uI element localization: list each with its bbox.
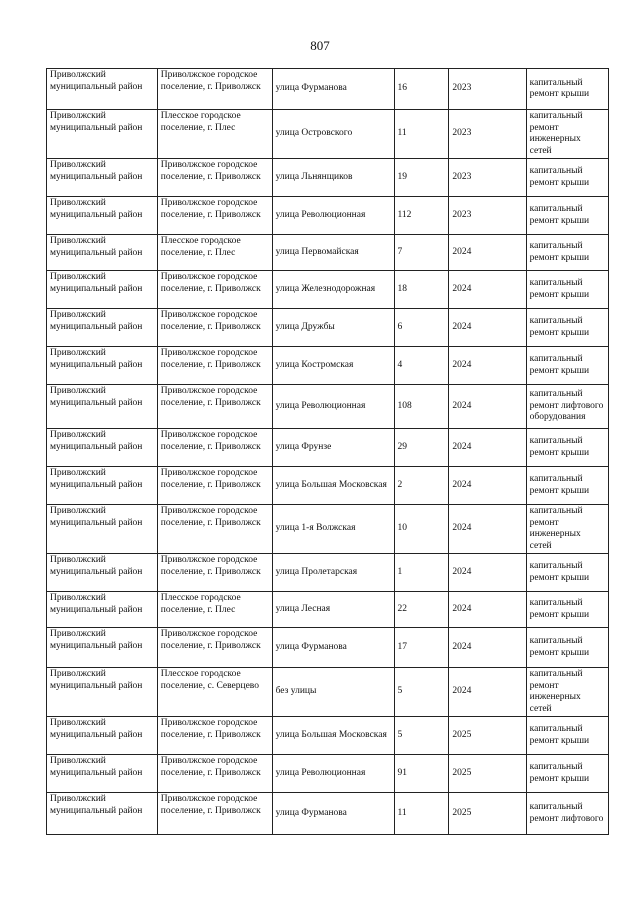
settlement-cell: Приволжское городское поселение, г. Приволжск <box>157 793 272 835</box>
street-cell: улица Фурманова <box>272 793 394 835</box>
table-row <box>47 385 609 429</box>
work-type-cell: капитальный ремонт крыши <box>526 159 608 197</box>
work-type-cell: капитальный ремонт крыши <box>526 467 608 505</box>
district-cell: Приволжский муниципальный район <box>47 592 158 628</box>
street-cell: улица Льнянщиков <box>272 159 394 197</box>
district-cell: Приволжский муниципальный район <box>47 554 158 592</box>
year-cell: 2024 <box>449 592 526 628</box>
work-type-cell: капитальный ремонт инженерных сетей <box>526 110 608 159</box>
work-type-cell: капитальный ремонт крыши <box>526 592 608 628</box>
district-cell: Приволжский муниципальный район <box>47 69 158 110</box>
street-cell: улица Фурманова <box>272 628 394 668</box>
district-cell: Приволжский муниципальный район <box>47 309 158 347</box>
settlement-cell: Приволжское городское поселение, г. Приволжск <box>157 628 272 668</box>
district-cell: Приволжский муниципальный район <box>47 347 158 385</box>
year-cell: 2024 <box>449 271 526 309</box>
year-cell: 2023 <box>449 69 526 110</box>
settlement-cell: Плесское городское поселение, с. Северцево <box>157 668 272 717</box>
year-cell: 2025 <box>449 793 526 835</box>
street-cell: улица Дружбы <box>272 309 394 347</box>
street-cell: улица Революционная <box>272 755 394 793</box>
house-number-cell: 91 <box>394 755 449 793</box>
year-cell: 2024 <box>449 309 526 347</box>
work-type-cell: капитальный ремонт крыши <box>526 755 608 793</box>
year-cell: 2023 <box>449 197 526 235</box>
work-type-cell: капитальный ремонт инженерных сетей <box>526 505 608 554</box>
work-type-cell: капитальный ремонт крыши <box>526 717 608 755</box>
year-cell: 2024 <box>449 429 526 467</box>
house-number-cell: 1 <box>394 554 449 592</box>
street-cell: улица Революционная <box>272 385 394 429</box>
work-type-cell: капитальный ремонт крыши <box>526 628 608 668</box>
year-cell: 2024 <box>449 347 526 385</box>
work-type-cell: капитальный ремонт инженерных сетей <box>526 668 608 717</box>
street-cell: улица Фрунзе <box>272 429 394 467</box>
table-row <box>47 592 609 628</box>
settlement-cell: Приволжское городское поселение, г. Приволжск <box>157 159 272 197</box>
settlement-cell: Приволжское городское поселение, г. Приволжск <box>157 69 272 110</box>
table-row <box>47 793 609 835</box>
table-row <box>47 110 609 159</box>
street-cell: улица Фурманова <box>272 69 394 110</box>
street-cell: улица Лесная <box>272 592 394 628</box>
street-cell: улица 1-я Волжская <box>272 505 394 554</box>
table-row <box>47 197 609 235</box>
work-type-cell: капитальный ремонт крыши <box>526 235 608 271</box>
street-cell: улица Революционная <box>272 197 394 235</box>
page-number: 807 <box>310 38 330 53</box>
table-row <box>47 429 609 467</box>
settlement-cell: Приволжское городское поселение, г. Приволжск <box>157 755 272 793</box>
district-cell: Приволжский муниципальный район <box>47 668 158 717</box>
house-number-cell: 7 <box>394 235 449 271</box>
table-row <box>47 271 609 309</box>
street-cell: улица Костромская <box>272 347 394 385</box>
settlement-cell: Приволжское городское поселение, г. Приволжск <box>157 347 272 385</box>
table-body <box>47 69 609 835</box>
settlement-cell: Приволжское городское поселение, г. Приволжск <box>157 429 272 467</box>
year-cell: 2024 <box>449 628 526 668</box>
district-cell: Приволжский муниципальный район <box>47 755 158 793</box>
year-cell: 2024 <box>449 505 526 554</box>
work-type-cell: капитальный ремонт крыши <box>526 69 608 110</box>
house-number-cell: 29 <box>394 429 449 467</box>
table-row <box>47 554 609 592</box>
district-cell: Приволжский муниципальный район <box>47 628 158 668</box>
district-cell: Приволжский муниципальный район <box>47 505 158 554</box>
settlement-cell: Приволжское городское поселение, г. Приволжск <box>157 717 272 755</box>
house-number-cell: 5 <box>394 717 449 755</box>
year-cell: 2024 <box>449 385 526 429</box>
house-number-cell: 22 <box>394 592 449 628</box>
work-type-cell: капитальный ремонт крыши <box>526 347 608 385</box>
district-cell: Приволжский муниципальный район <box>47 271 158 309</box>
settlement-cell: Плесское городское поселение, г. Плес <box>157 592 272 628</box>
district-cell: Приволжский муниципальный район <box>47 429 158 467</box>
district-cell: Приволжский муниципальный район <box>47 717 158 755</box>
settlement-cell: Плесское городское поселение, г. Плес <box>157 235 272 271</box>
work-type-cell: капитальный ремонт крыши <box>526 197 608 235</box>
house-number-cell: 11 <box>394 110 449 159</box>
house-number-cell: 5 <box>394 668 449 717</box>
house-number-cell: 6 <box>394 309 449 347</box>
settlement-cell: Приволжское городское поселение, г. Приволжск <box>157 505 272 554</box>
table-row <box>47 159 609 197</box>
table-row <box>47 668 609 717</box>
settlement-cell: Приволжское городское поселение, г. Приволжск <box>157 309 272 347</box>
table-row <box>47 505 609 554</box>
work-type-cell: капитальный ремонт лифтового оборудования <box>526 385 608 429</box>
settlement-cell: Приволжское городское поселение, г. Приволжск <box>157 554 272 592</box>
district-cell: Приволжский муниципальный район <box>47 385 158 429</box>
year-cell: 2023 <box>449 159 526 197</box>
table-row <box>47 235 609 271</box>
house-number-cell: 4 <box>394 347 449 385</box>
settlement-cell: Плесское городское поселение, г. Плес <box>157 110 272 159</box>
house-number-cell: 112 <box>394 197 449 235</box>
house-number-cell: 19 <box>394 159 449 197</box>
district-cell: Приволжский муниципальный район <box>47 197 158 235</box>
street-cell: улица Пролетарская <box>272 554 394 592</box>
year-cell: 2025 <box>449 717 526 755</box>
year-cell: 2025 <box>449 755 526 793</box>
work-type-cell: капитальный ремонт лифтового <box>526 793 608 835</box>
street-cell: без улицы <box>272 668 394 717</box>
street-cell: улица Железнодорожная <box>272 271 394 309</box>
house-number-cell: 108 <box>394 385 449 429</box>
table-row <box>47 755 609 793</box>
repair-schedule-table <box>46 68 609 835</box>
house-number-cell: 16 <box>394 69 449 110</box>
table-row <box>47 628 609 668</box>
district-cell: Приволжский муниципальный район <box>47 110 158 159</box>
year-cell: 2024 <box>449 668 526 717</box>
work-type-cell: капитальный ремонт крыши <box>526 271 608 309</box>
work-type-cell: капитальный ремонт крыши <box>526 554 608 592</box>
street-cell: улица Большая Московская <box>272 717 394 755</box>
house-number-cell: 2 <box>394 467 449 505</box>
table-row <box>47 717 609 755</box>
street-cell: улица Первомайская <box>272 235 394 271</box>
year-cell: 2023 <box>449 110 526 159</box>
table-row <box>47 309 609 347</box>
year-cell: 2024 <box>449 554 526 592</box>
house-number-cell: 11 <box>394 793 449 835</box>
district-cell: Приволжский муниципальный район <box>47 467 158 505</box>
settlement-cell: Приволжское городское поселение, г. Приволжск <box>157 197 272 235</box>
street-cell: улица Островского <box>272 110 394 159</box>
table-row <box>47 347 609 385</box>
table-row <box>47 467 609 505</box>
settlement-cell: Приволжское городское поселение, г. Приволжск <box>157 467 272 505</box>
district-cell: Приволжский муниципальный район <box>47 159 158 197</box>
district-cell: Приволжский муниципальный район <box>47 235 158 271</box>
street-cell: улица Большая Московская <box>272 467 394 505</box>
year-cell: 2024 <box>449 235 526 271</box>
work-type-cell: капитальный ремонт крыши <box>526 429 608 467</box>
year-cell: 2024 <box>449 467 526 505</box>
work-type-cell: капитальный ремонт крыши <box>526 309 608 347</box>
house-number-cell: 17 <box>394 628 449 668</box>
district-cell: Приволжский муниципальный район <box>47 793 158 835</box>
house-number-cell: 10 <box>394 505 449 554</box>
table-row <box>47 69 609 110</box>
house-number-cell: 18 <box>394 271 449 309</box>
settlement-cell: Приволжское городское поселение, г. Приволжск <box>157 385 272 429</box>
settlement-cell: Приволжское городское поселение, г. Приволжск <box>157 271 272 309</box>
